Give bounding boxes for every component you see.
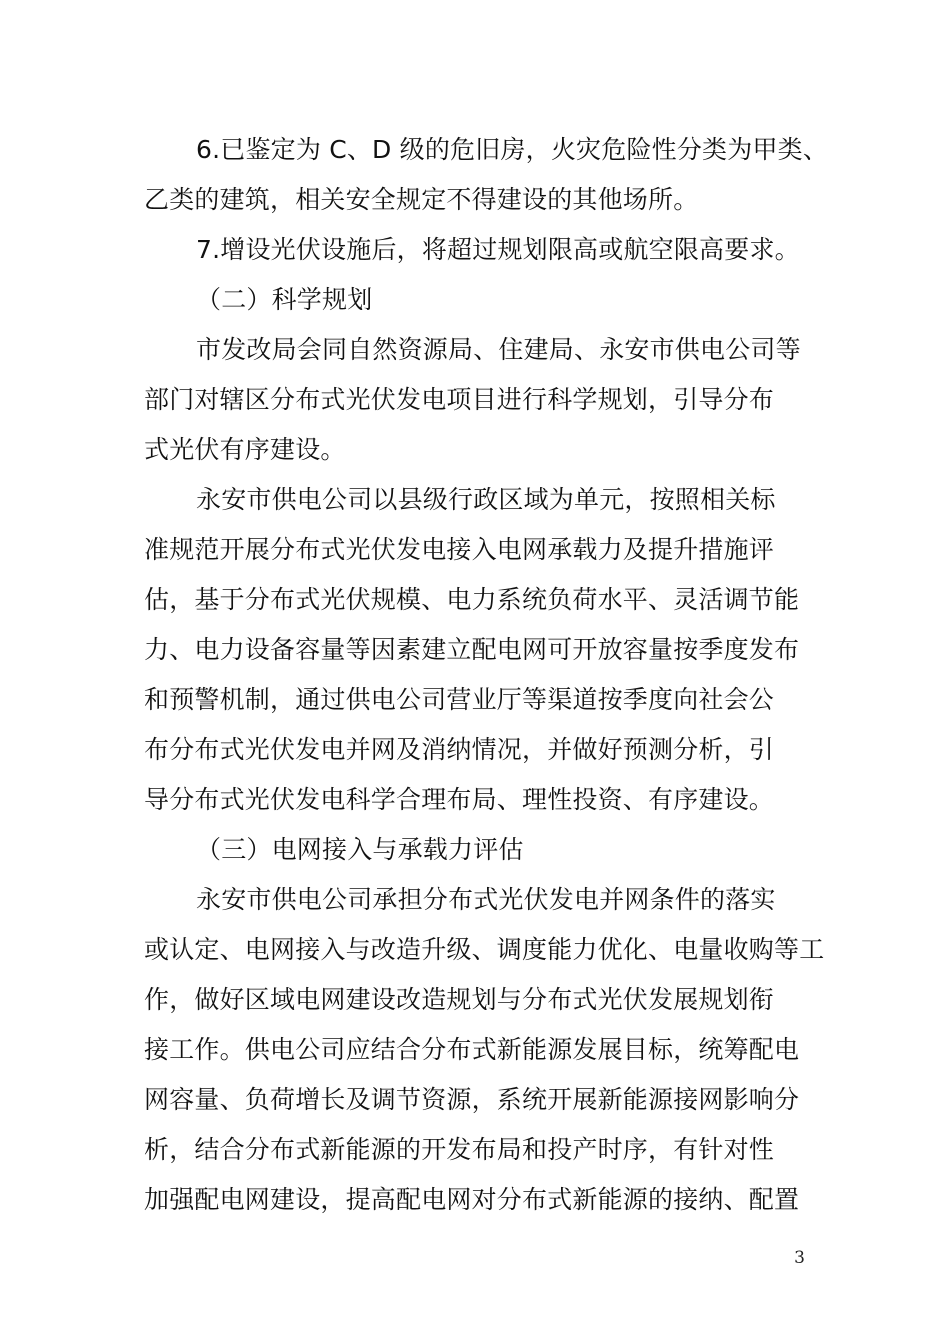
page-number: 3	[794, 1248, 805, 1268]
section-heading: （二）科学规划	[196, 285, 373, 314]
section-heading: （三）电网接入与承载力评估	[196, 835, 524, 864]
text-line: 6.已鉴定为 C、D 级的危旧房，火灾危险性分类为甲类、	[196, 135, 829, 164]
text-line: 7.增设光伏设施后，将超过规划限高或航空限高要求。	[196, 235, 800, 264]
text-line: 乙类的建筑，相关安全规定不得建设的其他场所。	[144, 185, 699, 214]
text-line: 作，做好区域电网建设改造规划与分布式光伏发展规划衔	[144, 985, 775, 1014]
text-line: 准规范开展分布式光伏发电接入电网承载力及提升措施评	[144, 535, 775, 564]
text-line: 永安市供电公司以县级行政区域为单元，按照相关标	[196, 485, 776, 514]
text-line: 和预警机制，通过供电公司营业厅等渠道按季度向社会公	[144, 685, 775, 714]
text-line: 估，基于分布式光伏规模、电力系统负荷水平、灵活调节能	[144, 585, 800, 614]
text-line: 式光伏有序建设。	[144, 435, 346, 464]
text-line: 接工作。供电公司应结合分布式新能源发展目标，统筹配电	[144, 1035, 800, 1064]
text-line: 永安市供电公司承担分布式光伏发电并网条件的落实	[196, 885, 776, 914]
document-body	[144, 125, 829, 1225]
text-line: 部门对辖区分布式光伏发电项目进行科学规划，引导分布	[144, 385, 775, 414]
text-line: 析，结合分布式新能源的开发布局和投产时序，有针对性	[144, 1135, 775, 1164]
text-line: 网容量、负荷增长及调节资源，系统开展新能源接网影响分	[144, 1085, 800, 1114]
text-line: 市发改局会同自然资源局、住建局、永安市供电公司等	[196, 335, 801, 364]
text-line: 布分布式光伏发电并网及消纳情况，并做好预测分析，引	[144, 735, 775, 764]
text-line: 或认定、电网接入与改造升级、调度能力优化、电量收购等工	[144, 935, 825, 964]
text-line: 力、电力设备容量等因素建立配电网可开放容量按季度发布	[144, 635, 800, 664]
text-line: 加强配电网建设，提高配电网对分布式新能源的接纳、配置	[144, 1185, 800, 1214]
text-line: 导分布式光伏发电科学合理布局、理性投资、有序建设。	[144, 785, 775, 814]
